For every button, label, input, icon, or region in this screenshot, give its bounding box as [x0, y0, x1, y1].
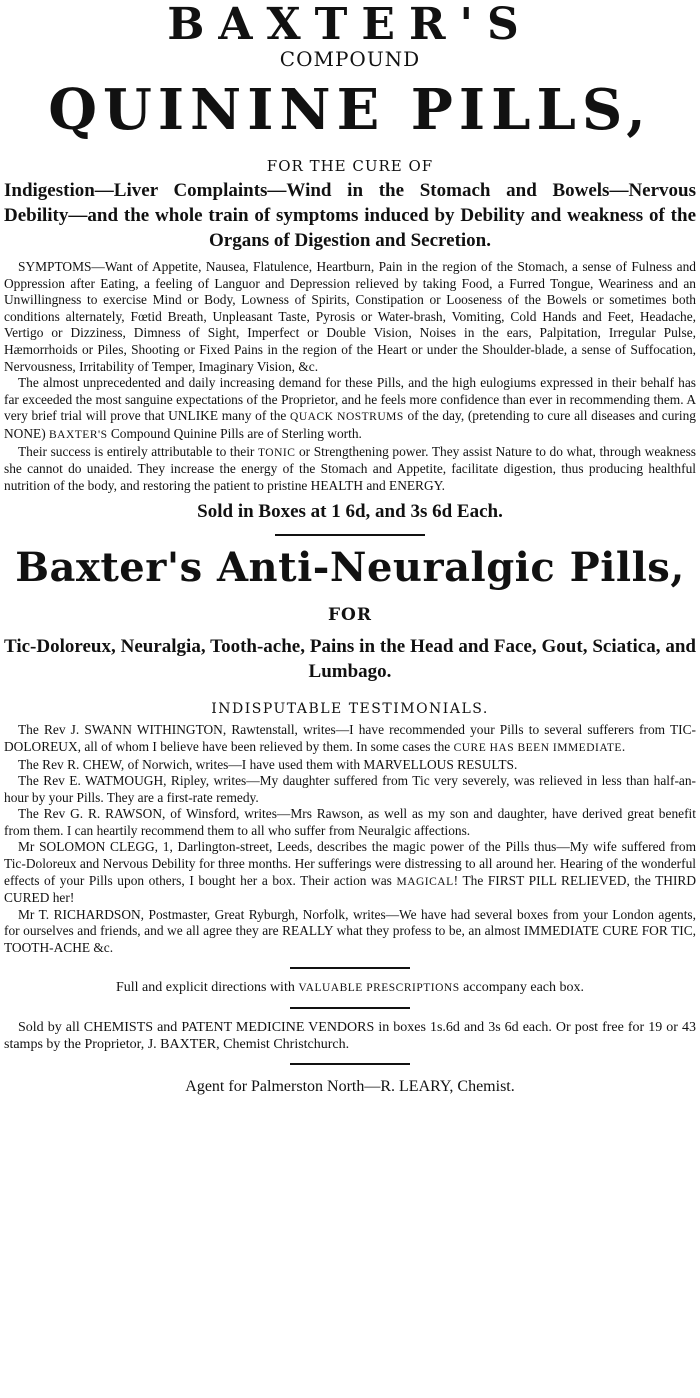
testimonial-text: Mr SOLOMON CLEGG, 1, Darlington-street, Leeds, describes the magic power of the Pills thus—My wife suffered from Tic-Doloreux and Nervous Debility for three months. Her sufferings were distressing to all around her. Hearing of the wonderful effects of your Pills upon others, I bought her a box. Their action was	[4, 839, 696, 888]
testimonials-heading: INDISPUTABLE TESTIMONIALS.	[211, 701, 489, 718]
directions-text-end: accompany each box.	[459, 979, 585, 995]
anti-neuralgic-title: Baxter's Anti-Neuralgic Pills,	[15, 544, 685, 592]
baxters-caps: BAXTER'S	[49, 428, 108, 441]
symptoms-paragraph: SYMPTOMS—Want of Appetite, Nausea, Flatulence, Heartburn, Pain in the region of the Stomach, a sense of Fulness and Oppression after Eating, a feeling of Languor and Depression relieved by taking Food, a Furred Tongue, Weariness and an Unwillingness to exercise Mind or Body, Lowness of Spirits, Constipation or Looseness of the Bowels or sometimes both conditions alternately, Fœtid Breath, Unpleasant Taste, Pyrosis or Water-brash, Vomiting, Cold Hands and Feet, Headache, Vertigo or Dizziness, Dimness of Sight, Imperfect or Double Vision, Noises in the ears, Palpitation, Irregular Pulse, Hæmorrhoids or Piles, Shooting or Fixed Pains in the region of the Heart or under the Shoulder-blade, a sense of Suffocation, Nervousness, Irritability of Temper, Imaginary Vision, &c.	[4, 259, 696, 374]
demand-text-b: of the day, (pretending to cure all diseases and curing NONE)	[4, 408, 696, 441]
directions-text: Full and explicit directions with	[115, 979, 299, 995]
for-label: FOR	[327, 605, 372, 626]
success-text-b: or Strengthening power. They assist Nature to do what, through weakness she cannot do unaided. They increase the energy of the Stomach and Appetite, facilitate digestion, thus producing healthful nutrition of the body, and restoring the patient to pristine HEALTH and ENERGY.	[4, 443, 696, 493]
advertisement	[0, 2, 700, 1398]
divider-rule-4	[290, 1063, 410, 1065]
directions-line	[4, 979, 696, 997]
demand-text-a: The almost unprecedented and daily increasing demand for these Pills, and the high eulogiums expressed in their behalf has far exceeded the most sanguine expectations of the Proprietor, and he feels more confidence than ever in recommending them. A very brief trial will prove that UNLIKE many of the	[4, 375, 696, 424]
sold-in-boxes: Sold in Boxes at 1 6d, and 3s 6d Each.	[197, 501, 503, 523]
demand-text-c: Compound Quinine Pills are of Sterling worth.	[107, 425, 362, 441]
testimonial-text: The Rev R. CHEW, of Norwich, writes—I have used them with MARVELLOUS RESULTS.	[18, 756, 518, 772]
testimonial	[4, 907, 696, 957]
tonic-caps: TONIC	[257, 446, 296, 459]
sold-by-paragraph: Sold by all CHEMISTS and PATENT MEDICINE VENDORS in boxes 1s.6d and 3s 6d each. Or post free for 19 or 43 stamps by the Proprietor, J. BAXTER, Chemist Christchurch.	[4, 1019, 696, 1052]
agent-line: Agent for Palmerston North—R. LEARY, Chemist.	[185, 1077, 515, 1095]
testimonial	[4, 757, 696, 774]
testimonial-text-end: ! The FIRST PILL RELIEVED, the THIRD CURED her!	[4, 872, 697, 906]
testimonial	[4, 773, 696, 806]
testimonial-text: The Rev J. SWANN WITHINGTON, Rawtenstall, writes—I have recommended your Pills to several sufferers from TIC-DOLOREUX, all of whom I believe have been relieved by them. In some cases the	[4, 722, 696, 754]
divider-rule-2	[290, 967, 410, 969]
testimonials-list	[4, 722, 696, 956]
testimonial-caps: CURE HAS BEEN IMMEDIATE	[453, 741, 622, 754]
product-title: QUININE PILLS,	[48, 77, 652, 143]
testimonial-text: Mr T. RICHARDSON, Postmaster, Great Ryburgh, Norfolk, writes—We have had several boxes from your London agents, for ourselves and friends, and we all agree they are REALLY what they profess to be, an almost IMMEDIATE CURE FOR TIC, TOOTH-ACHE &c.	[4, 906, 696, 956]
quack-nostrums: QUACK NOSTRUMS	[290, 411, 404, 424]
testimonial	[4, 839, 696, 906]
testimonial-text: The Rev E. WATMOUGH, Ripley, writes—My daughter suffered from Tic very severely, was relieved in less than half-an-hour by your Pills. They are a first-rate remedy.	[4, 773, 696, 805]
prescriptions-caps: VALUABLE PRESCRIPTIONS	[298, 981, 460, 994]
testimonial-text: The Rev G. R. RAWSON, of Winsford, writes—Mrs Rawson, as well as my son and daughter, have derived great benefit from them. I can heartily recommend them to all who suffer from Neuralgic affections.	[4, 806, 696, 838]
anti-ailments: Tic-Doloreux, Neuralgia, Tooth-ache, Pains in the Head and Face, Gout, Sciatica, and Lumbago.	[4, 636, 696, 683]
success-paragraph	[4, 444, 696, 495]
testimonial	[4, 806, 696, 839]
testimonial	[4, 722, 696, 756]
ailments-list: Indigestion—Liver Complaints—Wind in the Stomach and Bowels—Nervous Debility—and the whole train of symptoms induced by Debility and weakness of the Organs of Digestion and Secretion.	[4, 180, 696, 251]
testimonial-text-end: .	[621, 738, 626, 754]
demand-paragraph	[4, 375, 696, 443]
testimonial-caps: MAGICAL	[396, 875, 454, 888]
for-cure-label: FOR THE CURE OF	[266, 157, 434, 175]
divider-rule-3	[290, 1007, 410, 1009]
compound-label: COMPOUND	[279, 47, 421, 71]
divider-rule	[275, 534, 425, 536]
brand-heading: BAXTER'S	[167, 0, 533, 50]
success-text-a: Their success is entirely attributable to their	[18, 443, 258, 459]
